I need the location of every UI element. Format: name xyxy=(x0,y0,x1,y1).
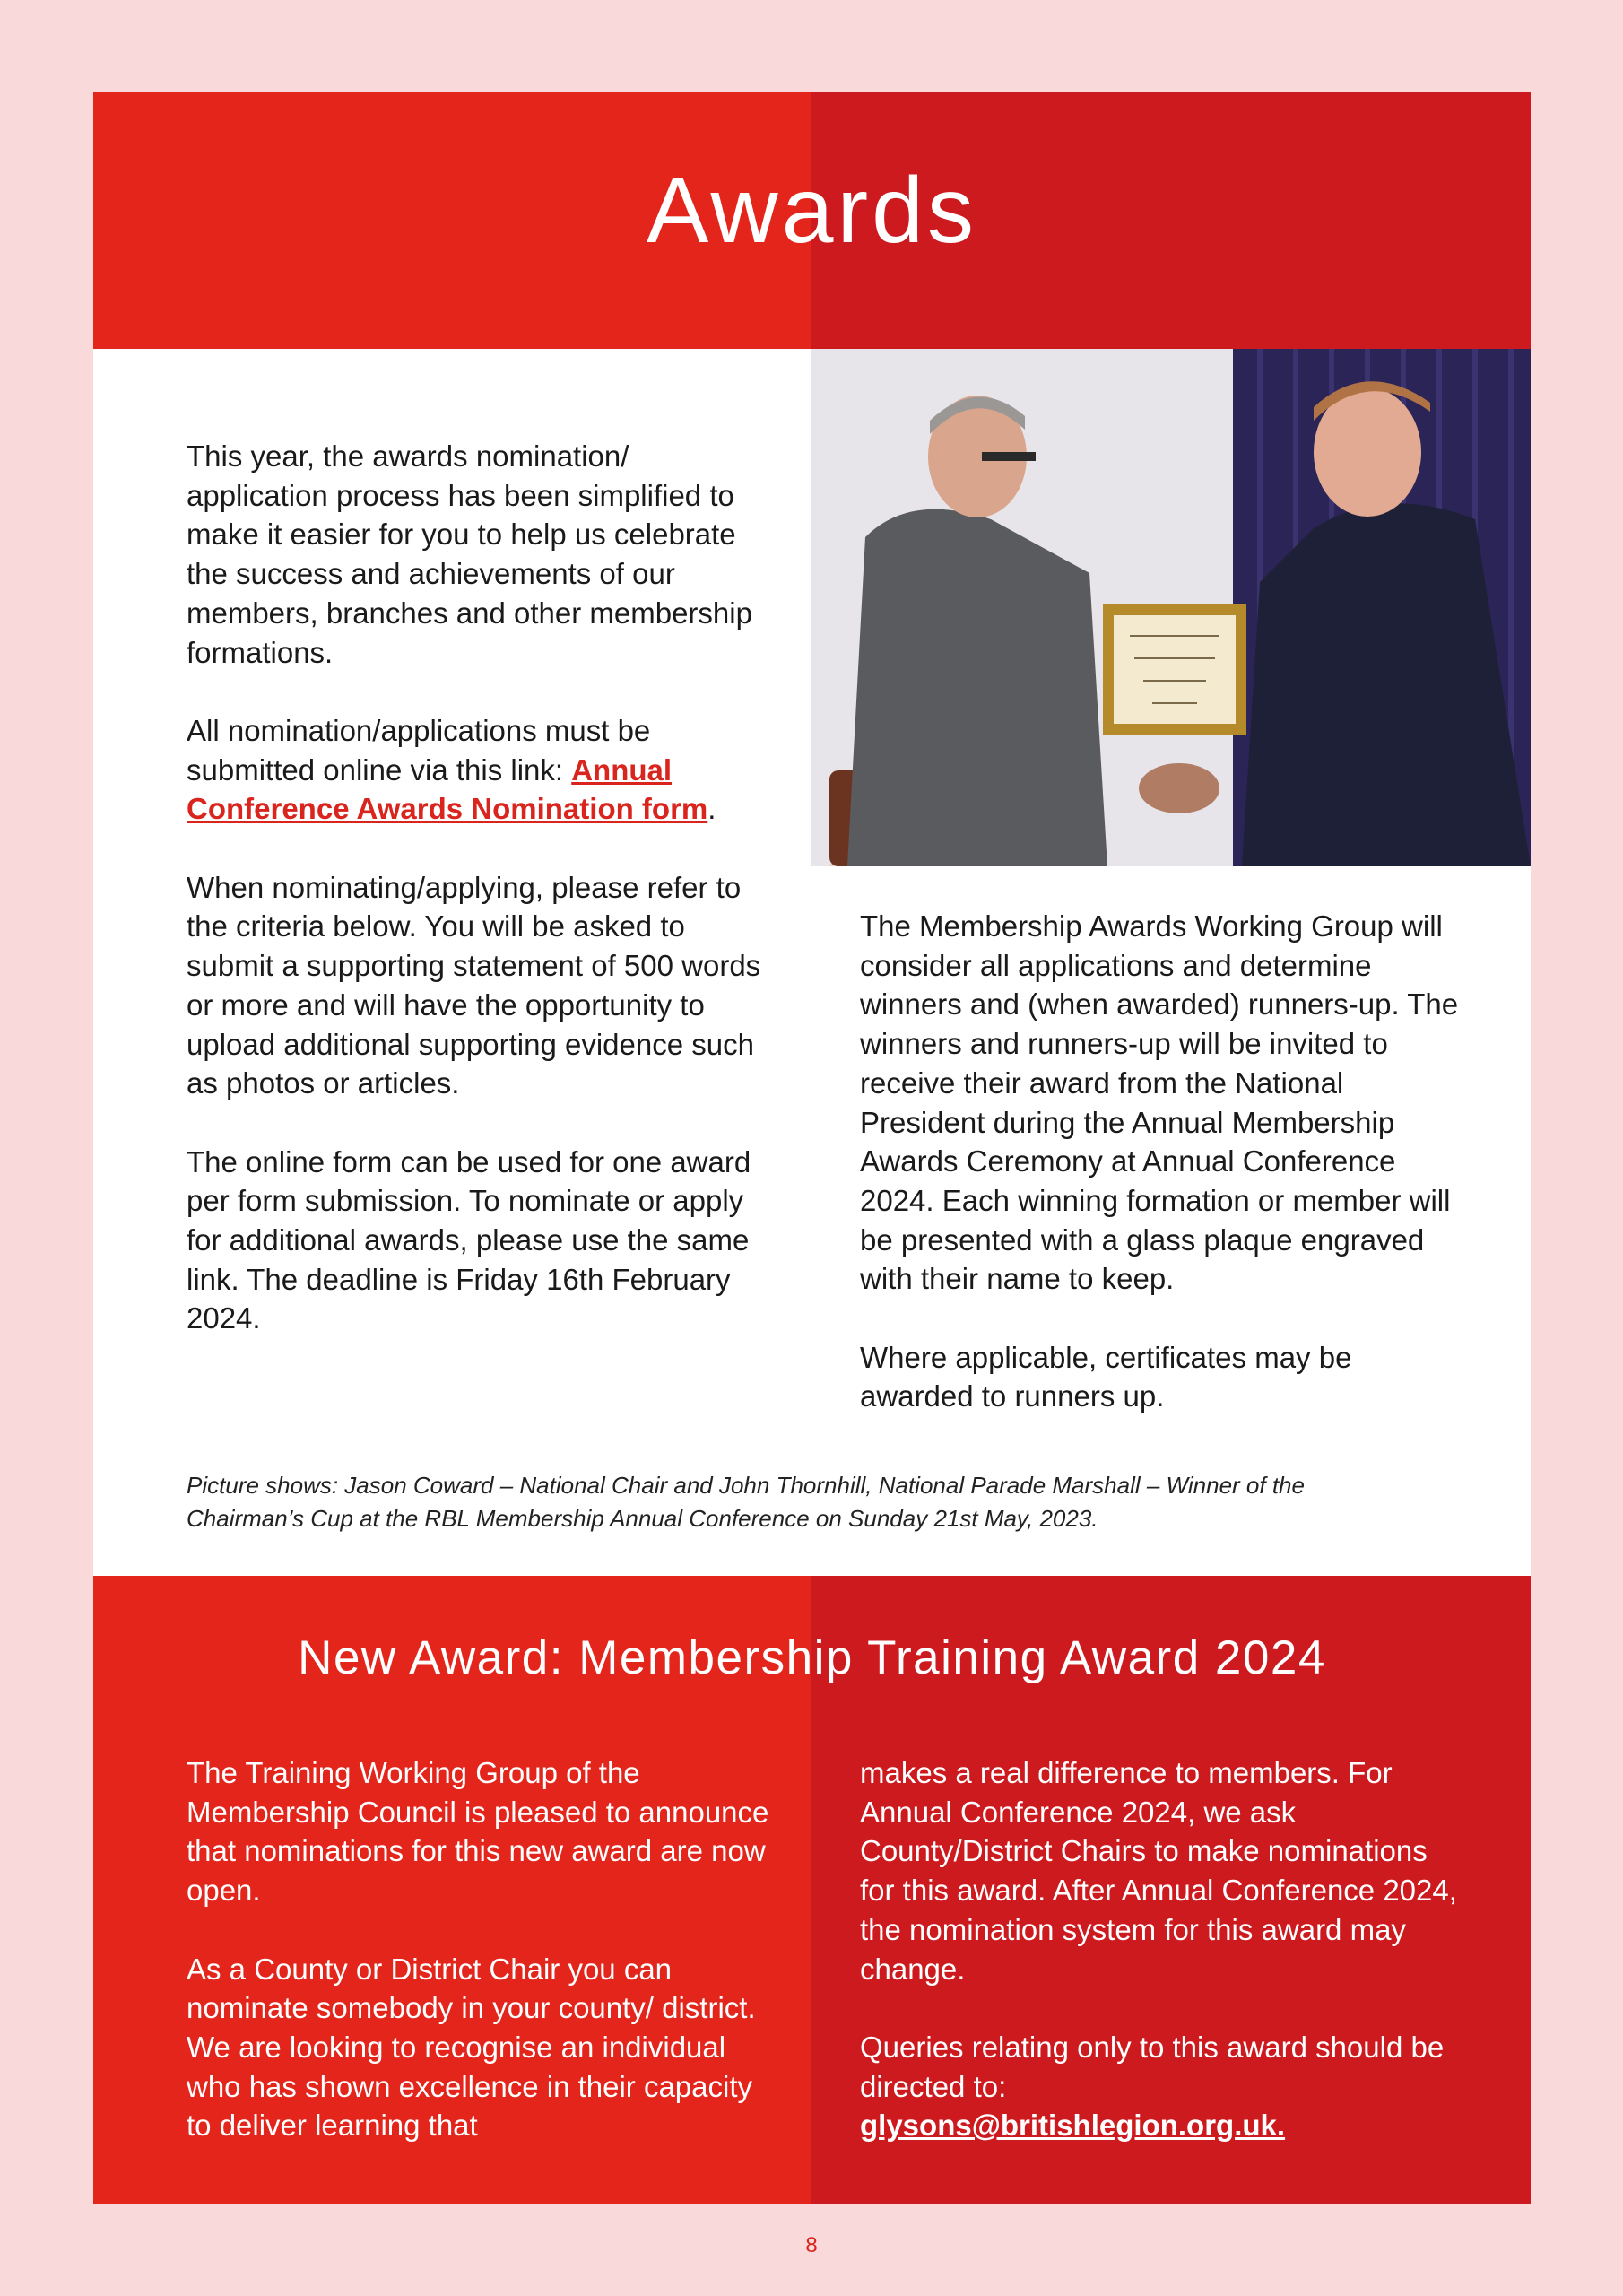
queries-text: Queries relating only to this award should be directed to: xyxy=(860,2030,1445,2103)
new-award-right-column xyxy=(860,1753,1470,2145)
new-award-paragraph-1: The Training Working Group of the Membership Council is pleased to announce that nominations for this new award are now open. xyxy=(187,1756,769,1908)
page-title: Awards xyxy=(647,159,977,263)
new-award-title: New Award: Membership Training Award 2024 xyxy=(298,1631,1326,1684)
intro-paragraph-2-prefix: All nomination/applications must be submitted online via this link: xyxy=(187,713,651,787)
page xyxy=(93,92,1531,2204)
new-award-paragraph-4 xyxy=(860,2028,1470,2145)
new-award-paragraph-2: As a County or District Chair you can nominate somebody in your county/ district. We are looking to recognise an individual who has shown excellence in their capacity to deliver learning that xyxy=(187,1952,756,2143)
award-photo xyxy=(812,349,1531,866)
nomination-form-link[interactable]: Annual Conference Awards Nomination form xyxy=(187,752,708,826)
intro-paragraph-3: When nominating/applying, please refer to the criteria below. You will be asked to submit a supporting statement of 500 words or more and will have the opportunity to upload additional supporting evidence such as photos or articles. xyxy=(187,870,761,1100)
intro-paragraph-2 xyxy=(187,711,769,829)
contact-email-link[interactable]: glysons@britishlegion.org.uk. xyxy=(860,2109,1286,2143)
intro-paragraph-4: The online form can be used for one award per form submission. To nominate or apply for additional awards, please use the same link. The deadline is Friday 16th February 2024. xyxy=(187,1144,751,1335)
intro-paragraph-1: This year, the awards nomination/ application process has been simplified to make it easier for you to help us celebrate the success and achievements of our members, branches and other membership formations. xyxy=(187,439,752,669)
certificates-paragraph: Where applicable, certificates may be awarded to runners up. xyxy=(860,1340,1352,1413)
new-award-paragraph-3: makes a real difference to members. For Annual Conference 2024, we ask County/District Chairs to make nominations for this award. After Annual Conference 2024, the nomination system for this award may change. xyxy=(860,1756,1457,1986)
photo-caption: Picture shows: Jason Coward – National Chair and John Thornhill, National Parade Marshall – Winner of the Chairman’s Cup at the RBL Membership Annual Conference on Sunday 21st May, 2023. xyxy=(187,1472,1305,1532)
intro-paragraph-2-suffix: . xyxy=(707,792,716,826)
working-group-paragraph: The Membership Awards Working Group will consider all applications and determine winners and (when awarded) runners-up. The winners and runners-up will be invited to receive their award from the National President during the Annual Membership Awards Ceremony at Annual Conference 2024. Each winning formation or member will be presented with a glass plaque engraved with their name to keep. xyxy=(860,909,1459,1296)
intro-column xyxy=(187,437,769,1338)
new-award-left-column xyxy=(187,1753,769,2145)
right-column xyxy=(860,907,1470,1416)
page-number: 8 xyxy=(805,2233,818,2257)
